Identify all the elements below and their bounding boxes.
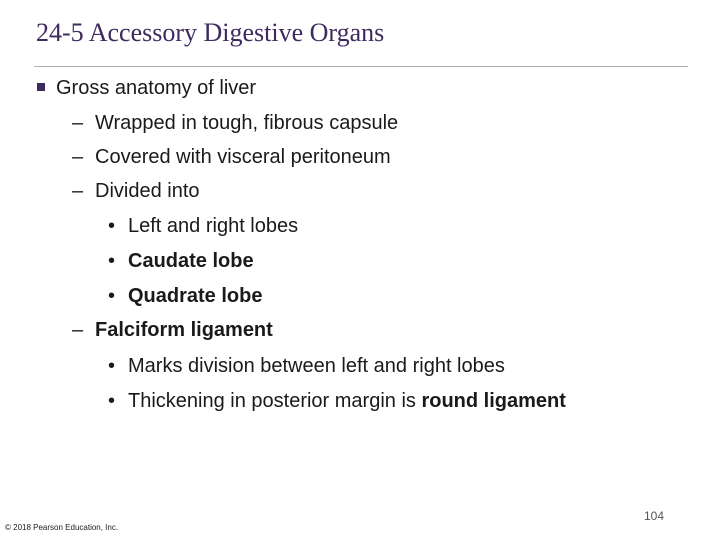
dot-marker: • [108, 215, 116, 237]
slide-title: 24-5 Accessory Digestive Organs [36, 18, 385, 47]
bullet-quadrate-lobe: Quadrate lobe [128, 285, 263, 307]
bullet-left-right-lobes: Left and right lobes [128, 215, 299, 237]
dot-marker: • [108, 355, 116, 377]
thickening-text: Thickening in posterior margin is [128, 390, 422, 412]
page-number: 104 [644, 509, 665, 523]
title-divider [34, 66, 688, 67]
bullet-level1-gross-anatomy: Gross anatomy of liver [56, 77, 257, 99]
bullet-caudate-lobe: Caudate lobe [128, 250, 254, 272]
bullet-thickening [128, 391, 566, 411]
bullet-wrapped: Wrapped in tough, fibrous capsule [95, 112, 399, 134]
bullet-marks-division: Marks division between left and right lobes [128, 355, 505, 377]
dot-marker: • [108, 285, 116, 307]
dash-marker: – [72, 146, 84, 168]
dot-marker: • [108, 250, 116, 272]
bullet-falciform-ligament: Falciform ligament [95, 319, 273, 341]
square-bullet-icon [37, 83, 45, 91]
bullet-covered: Covered with visceral peritoneum [95, 146, 391, 168]
round-ligament-term: round ligament [421, 390, 566, 412]
copyright-notice: © 2018 Pearson Education, Inc. [5, 523, 119, 532]
dash-marker: – [72, 180, 84, 202]
bullet-divided: Divided into [95, 180, 200, 202]
dash-marker: – [72, 319, 84, 341]
dot-marker: • [108, 390, 116, 412]
dash-marker: – [72, 112, 84, 134]
